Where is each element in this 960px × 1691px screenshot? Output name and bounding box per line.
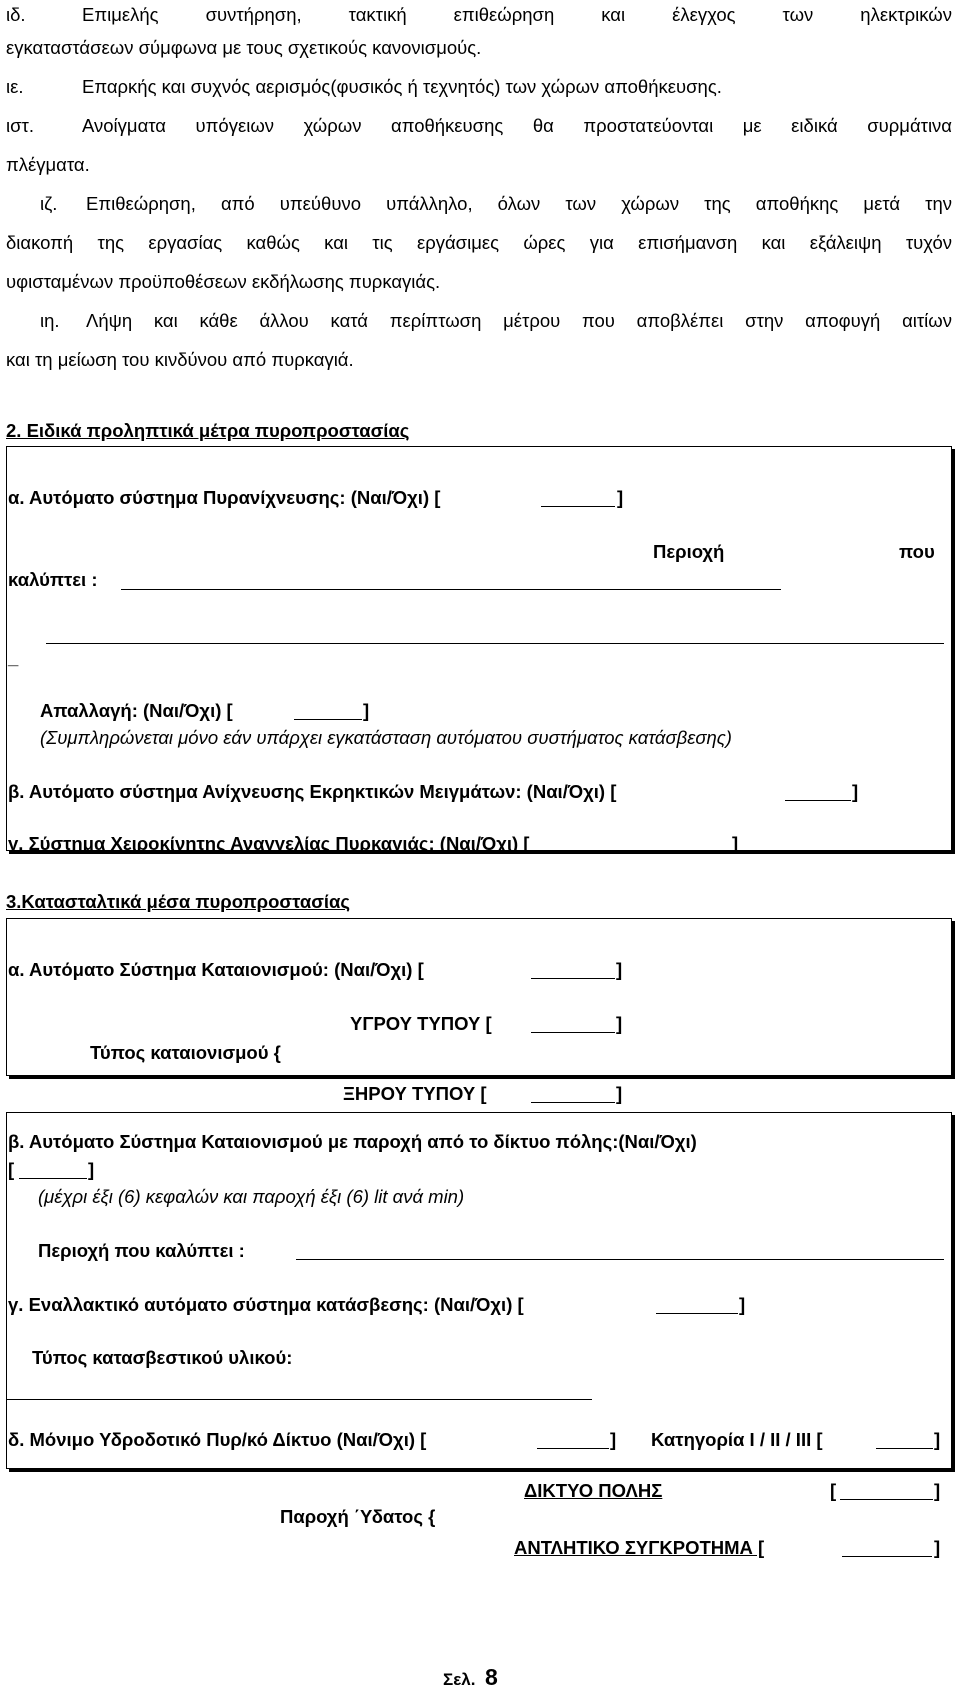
s3-d-fill[interactable]	[537, 1432, 609, 1449]
s2-b-label: β. Αυτόματο σύστημα Ανίχνευσης Εκρηκτικών Μειγμάτων: (Ναι/Όχι) [	[8, 781, 617, 802]
s3-agent-line[interactable]	[6, 1399, 592, 1400]
s2-area-pou: που	[899, 541, 935, 562]
page-number: 8	[485, 1664, 498, 1690]
s3-pump-unit: ΑΝΤΛΗΤΙΚΟ ΣΥΓΚΡΟΤΗΜΑ [	[514, 1537, 765, 1558]
item-iz-line3: υφισταμένων προϋποθέσεων εκδήλωσης πυρκαγιάς.	[6, 271, 441, 292]
s3-d-close: ]	[610, 1429, 617, 1450]
s3-city-open: [	[830, 1480, 837, 1501]
s2-b-fill[interactable]	[785, 784, 851, 801]
s3-b-close: ]	[88, 1159, 95, 1180]
s2-g-fill[interactable]	[671, 836, 731, 853]
page-label: Σελ.	[443, 1670, 476, 1689]
s3-sprinkler-type: Τύπος καταιονισμού {	[90, 1042, 281, 1063]
item-ist-line1: Ανοίγματα υπόγειων χώρων αποθήκευσης θα προστατεύονται με ειδικά συρμάτινα	[82, 115, 952, 136]
s3-agent-type: Τύπος κατασβεστικού υλικού:	[32, 1347, 293, 1368]
s3-g-fill[interactable]	[656, 1297, 738, 1314]
section3-box-b	[6, 1112, 952, 1469]
s2-area-line2[interactable]	[46, 643, 944, 644]
s3-wet-label: ΥΓΡΟΥ ΤΥΠΟΥ [	[350, 1013, 492, 1034]
s3-a-close: ]	[616, 959, 623, 980]
s3-dry-close: ]	[616, 1083, 623, 1104]
item-id-number: ιδ.	[6, 4, 26, 25]
s3-wet-fill[interactable]	[531, 1016, 615, 1033]
item-ih-line2: και τη μείωση του κινδύνου από πυρκαγιά.	[6, 349, 354, 370]
s3-pump-close: ]	[934, 1537, 941, 1558]
s2-exemption-label: Απαλλαγή: (Ναι/Όχι) [	[40, 700, 233, 721]
s3-category-close: ]	[934, 1429, 941, 1450]
s2-area-line1[interactable]	[121, 589, 781, 590]
s3-g-label: γ. Εναλλακτικό αυτόματο σύστημα κατάσβεσης: (Ναι/Όχι) [	[8, 1294, 524, 1315]
s2-exemption-fill[interactable]	[294, 703, 362, 720]
section2-heading: 2. Ειδικά προληπτικά μέτρα πυροπροστασίας	[6, 420, 410, 441]
s3-d-label: δ. Μόνιμο Υδροδοτικό Πυρ/κό Δίκτυο (Ναι/Όχι) [	[8, 1429, 427, 1450]
item-iz-number: ιζ.	[40, 193, 58, 214]
item-id-line1: Επιμελής συντήρηση, τακτική επιθεώρηση και έλεγχος των ηλεκτρικών	[82, 4, 952, 25]
s3-dry-fill[interactable]	[531, 1086, 615, 1103]
s3-dry-label: ΞΗΡΟΥ ΤΥΠΟΥ [	[343, 1083, 487, 1104]
item-ist-line2: πλέγματα.	[6, 154, 90, 175]
s3-b-area: Περιοχή που καλύπτει :	[38, 1240, 245, 1261]
item-iz-line1: Επιθεώρηση, από υπεύθυνο υπάλληλο, όλων των χώρων της αποθήκης μετά την	[86, 193, 952, 214]
s2-a-label: α. Αυτόματο σύστημα Πυρανίχνευσης: (Ναι/Όχι) [	[8, 487, 441, 508]
s2-a-close: ]	[617, 487, 624, 508]
s3-a-label: α. Αυτόματο Σύστημα Καταιονισμού: (Ναι/Όχι) [	[8, 959, 424, 980]
item-ih-number: ιη.	[40, 310, 60, 331]
item-iz-line2: διακοπή της εργασίας καθώς και τις εργάσιμες ώρες για επισήμανση και εξάλειψη τυχόν	[6, 232, 952, 253]
s3-pump-fill[interactable]	[842, 1540, 932, 1557]
s3-b-fill[interactable]	[19, 1162, 87, 1179]
s3-city-network: ΔΙΚΤΥΟ ΠΟΛΗΣ	[524, 1480, 663, 1501]
s2-b-close: ]	[852, 781, 859, 802]
s3-g-close: ]	[739, 1294, 746, 1315]
s3-city-fill[interactable]	[840, 1483, 933, 1500]
s2-exemption-close: ]	[363, 700, 370, 721]
s3-wet-close: ]	[616, 1013, 623, 1034]
s2-g-label: γ. Σύστημα Χειροκίνητης Αναγγελίας Πυρκαγιάς: (Ναι/Όχι) [	[8, 833, 530, 854]
s3-b-area-line[interactable]	[296, 1259, 944, 1260]
item-ih-line1: Λήψη και κάθε άλλου κατά περίπτωση μέτρου που αποβλέπει στην αποφυγή αιτίων	[86, 310, 952, 331]
s2-dash: _	[8, 647, 19, 668]
item-id-line2: εγκαταστάσεων σύμφωνα με τους σχετικούς κανονισμούς.	[6, 37, 482, 58]
item-ie-number: ιε.	[6, 76, 24, 97]
s3-water-supply: Παροχή ΄Υδατος {	[280, 1506, 436, 1527]
s2-exemption-note: (Συμπληρώνεται μόνο εάν υπάρχει εγκατάσταση αυτόματου συστήματος κατάσβεσης)	[40, 727, 732, 748]
s3-b-label: β. Αυτόματο Σύστημα Καταιονισμού με παροχή από το δίκτυο πόλης:(Ναι/Όχι)	[8, 1131, 697, 1152]
s3-category-fill[interactable]	[876, 1432, 933, 1449]
s3-city-close: ]	[934, 1480, 941, 1501]
s2-g-close: ]	[732, 833, 739, 854]
item-ist-number: ιστ.	[6, 115, 34, 136]
s3-b-open: [	[8, 1159, 15, 1180]
s2-area-word: Περιοχή	[653, 541, 725, 562]
section3-heading: 3.Κατασταλτικά μέσα πυροπροστασίας	[6, 891, 350, 912]
s3-b-note: (μέχρι έξι (6) κεφαλών και παροχή έξι (6) lit ανά min)	[38, 1186, 465, 1207]
s3-category-label: Κατηγορία Ι / ΙΙ / ΙΙΙ [	[651, 1429, 823, 1450]
s3-a-fill[interactable]	[531, 962, 615, 979]
s2-a-fill[interactable]	[541, 490, 615, 507]
s2-area-covers: καλύπτει :	[8, 569, 98, 590]
item-ie-text: Επαρκής και συχνός αερισμός(φυσικός ή τεχνητός) των χώρων αποθήκευσης.	[82, 76, 722, 97]
